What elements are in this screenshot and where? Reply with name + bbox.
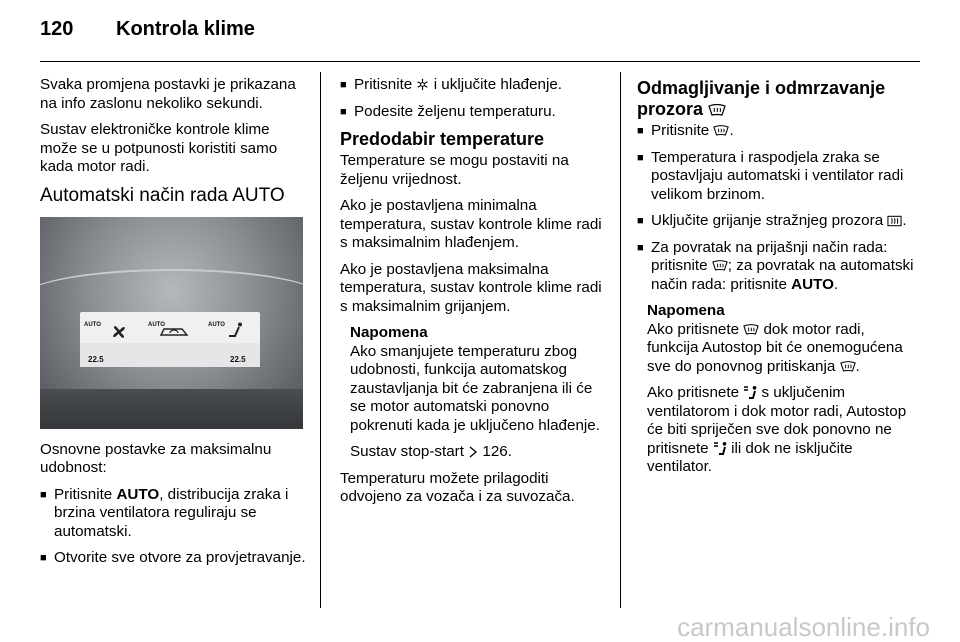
bullet-square-icon: ■: [637, 125, 644, 137]
list-item: ■ Za povratak na prijašnji način rada: pritisnite ; za povratak na automatski način rada: pritisnite AUTO.: [637, 238, 914, 293]
note-box: [340, 324, 610, 462]
note-body: Ako pritisnete dok motor radi, funkcija Autostop bit će onemogućena sve do ponovnog pritiskanja .: [647, 320, 903, 375]
windscreen-defrost-icon: [840, 360, 856, 373]
bullet-list: [340, 76, 610, 121]
paragraph: Ako je postavljena maksimalna temperatura, sustav kontrole klime radi s maksimalnim grijanjem.: [340, 260, 602, 315]
page-header: [40, 18, 920, 48]
paragraph: Sustav elektroničke kontrole klime može se u potpunosti koristiti samo kada motor radi.: [40, 121, 278, 175]
paragraph: Osnovne postavke za maksimalnu udobnost:: [40, 440, 272, 476]
bullet-list: [40, 486, 308, 568]
column-3: [637, 76, 917, 485]
note-title: Napomena: [350, 324, 428, 341]
column-divider-2: [620, 72, 621, 608]
auto-label: AUTO: [208, 321, 225, 328]
passenger-temperature: 22.5: [230, 354, 246, 364]
paragraph: Temperature se mogu postaviti na željenu vrijednost.: [340, 152, 569, 188]
note-body: Ako pritisnete s uključenim ventilatorom i dok motor radi, Autostop će biti spriječen sve dok ponovno ne pritisnete ili dok ne isključite ventilator.: [647, 384, 907, 475]
bullet-square-icon: ■: [637, 151, 644, 164]
list-item: ■ Podesite željenu temperaturu.: [340, 102, 556, 120]
seat-airflow-icon: [713, 441, 727, 455]
windscreen-defrost-icon: [712, 259, 728, 272]
auto-label: AUTO: [148, 321, 165, 328]
paragraph: Temperaturu možete prilagoditi odvojeno za vozača i za suvozača.: [340, 469, 575, 505]
bullet-square-icon: ■: [637, 241, 644, 254]
bullet-square-icon: ■: [340, 79, 347, 91]
list-item: ■ Temperatura i raspodjela zraka se postavljaju automatski i ventilator radi velikom brzinom.: [637, 148, 904, 203]
bullet-list: [637, 122, 917, 294]
list-item: ■ Pritisnite i uključite hlađenje.: [340, 76, 563, 93]
seat-airflow-icon: [743, 385, 757, 399]
page-title: Kontrola klime: [116, 18, 255, 40]
cross-reference: Sustav stop-start 126.: [350, 443, 512, 460]
bullet-square-icon: ■: [40, 552, 47, 564]
climate-panel-photo: [40, 217, 303, 429]
list-item: ■ Otvorite sve otvore za provjetravanje.: [40, 549, 306, 566]
dashboard-lower: [40, 389, 303, 429]
windscreen-defrost-icon: [743, 323, 759, 336]
column-divider-1: [320, 72, 321, 608]
auto-label: AUTO: [84, 321, 101, 328]
note-body: Ako smanjujete temperaturu zbog udobnosti, funkcija automatskog zaustavljanja bit će zabranjena ili će se motor automatski ponovno pokrenuti kada je uključeno hlađenje.: [350, 342, 600, 434]
rear-window-heating-icon: [887, 215, 902, 227]
list-item: ■ Pritisnite AUTO, distribucija zraka i brzina ventilatora reguliraju se automatski.: [40, 485, 289, 540]
snowflake-icon: [416, 78, 429, 91]
section-heading: Automatski način rada AUTO: [40, 184, 285, 206]
bullet-square-icon: ■: [340, 105, 347, 118]
watermark: carmanualsonline.info: [677, 612, 930, 642]
column-1: [40, 76, 308, 576]
bullet-square-icon: ■: [637, 215, 644, 227]
paragraph: Ako je postavljena minimalna temperatura, sustav kontrole klime radi s maksimalnim hlađenjem.: [340, 197, 602, 251]
seat-airflow-icon: [226, 321, 244, 339]
section-heading: Odmagljivanje i odmrzavanje prozora: [637, 78, 886, 119]
driver-temperature: 22.5: [88, 354, 104, 364]
note-title: Napomena: [647, 302, 725, 319]
windscreen-defrost-icon: [708, 103, 726, 117]
arrow-reference-icon: [468, 446, 478, 458]
column-2: [340, 76, 610, 515]
paragraph: Svaka promjena postavki je prikazana na info zaslonu nekoliko sekundi.: [40, 76, 296, 112]
page-number: 120: [40, 18, 74, 40]
fan-icon: [108, 321, 130, 343]
header-divider: [40, 61, 920, 62]
windscreen-defrost-icon: [713, 124, 729, 137]
section-heading: Predodabir temperature: [340, 129, 545, 149]
list-item: ■ Uključite grijanje stražnjeg prozora .: [637, 212, 907, 229]
note-box: [637, 302, 917, 477]
car-recirculation-icon: [158, 323, 190, 339]
bullet-square-icon: ■: [40, 488, 47, 501]
list-item: ■ Pritisnite .: [637, 122, 734, 139]
